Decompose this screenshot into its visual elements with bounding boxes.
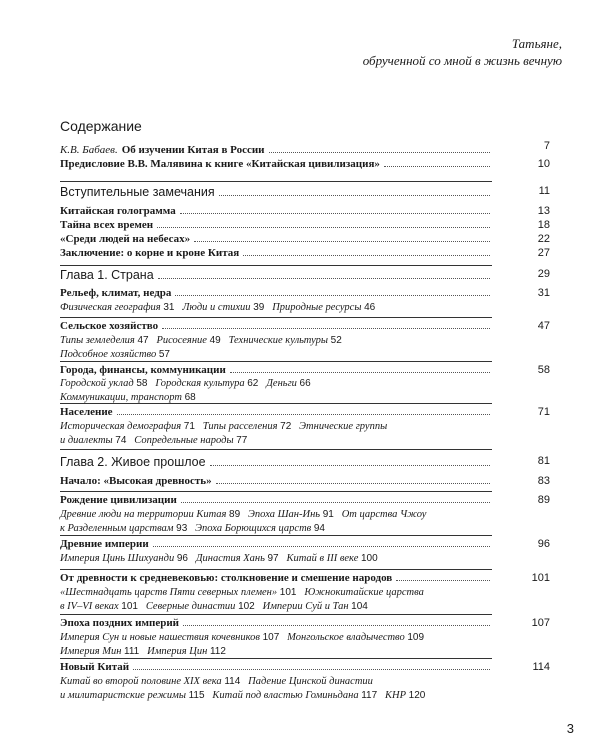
subsection-page: 94 bbox=[313, 523, 325, 534]
subsection-title: Люди и стихии bbox=[182, 302, 251, 313]
subsection-title: Монгольское владычество bbox=[287, 632, 405, 643]
toc-entry-ancient-empires[interactable] bbox=[60, 538, 550, 550]
page-number: 114 bbox=[532, 661, 550, 673]
subsection-page: 91 bbox=[322, 509, 334, 520]
section-rule bbox=[60, 658, 492, 659]
subsection-title: Городской уклад bbox=[60, 378, 134, 389]
subsection-page: 66 bbox=[299, 378, 311, 389]
toc-entry-mystery[interactable] bbox=[60, 219, 550, 231]
toc-entry-late-empires[interactable] bbox=[60, 617, 550, 629]
leader-dots bbox=[194, 241, 490, 242]
subsection-title: Типы земледелия bbox=[60, 335, 135, 346]
leader-dots bbox=[117, 414, 490, 415]
subsection-page: 68 bbox=[184, 392, 196, 403]
toc-entry-cities[interactable] bbox=[60, 364, 550, 376]
page-number: 101 bbox=[531, 572, 550, 584]
subsection-title: Физическая география bbox=[60, 302, 161, 313]
section-title: Начало: «Высокая древность» bbox=[60, 475, 212, 487]
subsection-title: Историческая демография bbox=[60, 421, 182, 432]
subsection-page: 117 bbox=[361, 690, 378, 701]
subsection-page: 101 bbox=[279, 587, 297, 598]
subsection-page: 49 bbox=[209, 335, 221, 346]
toc-entry-population[interactable] bbox=[60, 406, 550, 418]
subsection-list bbox=[60, 508, 465, 536]
leader-dots bbox=[269, 152, 490, 153]
leader-dots bbox=[219, 195, 490, 196]
toc-entry-new-china[interactable] bbox=[60, 661, 550, 673]
subsection-title: Китай под властью Гоминьдана bbox=[212, 690, 359, 701]
subsection-page: 52 bbox=[330, 335, 342, 346]
subsection-page: 39 bbox=[253, 302, 265, 313]
entry-title: Об изучении Китая в России bbox=[121, 144, 265, 156]
leader-dots bbox=[158, 278, 490, 279]
toc-entry-antiquity-to-middle-ages[interactable] bbox=[60, 572, 550, 584]
subsection-page: 74 bbox=[115, 435, 127, 446]
subsection-page: 89 bbox=[229, 509, 241, 520]
subsection-page: 47 bbox=[137, 335, 149, 346]
subsection-list bbox=[60, 420, 465, 448]
leader-dots bbox=[153, 546, 490, 547]
page-folio: 3 bbox=[566, 721, 574, 736]
toc-entry-civilization[interactable] bbox=[60, 494, 550, 506]
toc-entry-beginning[interactable] bbox=[60, 475, 550, 487]
subsection-list bbox=[60, 586, 465, 614]
page-number: 27 bbox=[537, 247, 550, 259]
section-title: Сельское хозяйство bbox=[60, 320, 159, 332]
leader-dots bbox=[243, 255, 490, 256]
subsection-title: Древние люди на территории Китая bbox=[60, 509, 227, 520]
toc-entry-chapter-1[interactable] bbox=[60, 268, 550, 282]
subsection-title: к Разделенным царствам bbox=[60, 523, 174, 534]
subsection-page: 62 bbox=[247, 378, 259, 389]
leader-dots bbox=[181, 502, 490, 503]
toc-entry-relief[interactable] bbox=[60, 287, 550, 299]
leader-dots bbox=[162, 328, 490, 329]
toc-entry-preface[interactable] bbox=[60, 158, 550, 170]
toc-entry-conclusion[interactable] bbox=[60, 247, 550, 259]
subsection-title: Этнические группы bbox=[299, 421, 388, 432]
subsection-title: Подсобное хозяйство bbox=[60, 349, 157, 360]
subsection-page: 115 bbox=[188, 690, 205, 701]
subsection-list bbox=[60, 301, 465, 315]
page-number: 83 bbox=[537, 475, 550, 487]
subsection-page: 100 bbox=[361, 553, 378, 564]
subsection-title: КНР bbox=[385, 690, 407, 701]
page-number: 47 bbox=[537, 320, 550, 332]
subsection-page: 120 bbox=[408, 690, 426, 701]
section-title: Население bbox=[60, 406, 113, 418]
subsection-list bbox=[60, 334, 465, 362]
entry-title: Вступительные замечания bbox=[60, 185, 215, 199]
subsection-title: «Шестнадцать царств Пяти северных племен» bbox=[60, 587, 278, 598]
section-rule bbox=[60, 317, 492, 318]
subsection-page: 101 bbox=[121, 601, 138, 612]
page-number: 89 bbox=[537, 494, 550, 506]
subsection-title: Типы расселения bbox=[202, 421, 278, 432]
subsection-page: 114 bbox=[224, 676, 241, 687]
entry-title: Предисловие В.В. Малявина к книге «Китайская цивилизация» bbox=[60, 158, 380, 170]
toc-entry-among-people[interactable] bbox=[60, 233, 550, 245]
section-rule bbox=[60, 614, 492, 615]
page-number: 58 bbox=[537, 364, 550, 376]
leader-dots bbox=[175, 295, 490, 296]
section-rule bbox=[60, 449, 492, 450]
page-number: 10 bbox=[537, 158, 550, 170]
subsection-page: 96 bbox=[176, 553, 188, 564]
section-title: Эпоха поздних империй bbox=[60, 617, 180, 629]
subsection-title: Империи Суй и Тан bbox=[262, 601, 349, 612]
subsection-page: 58 bbox=[136, 378, 148, 389]
subsection-title: Китай в III веке bbox=[286, 553, 359, 564]
subsection-title: Эпоха Борющихся царств bbox=[195, 523, 312, 534]
subsection-title: Империя Мин bbox=[60, 646, 122, 657]
page-number: 107 bbox=[531, 617, 550, 629]
subsection-list bbox=[60, 552, 465, 566]
subsection-title: Городская культура bbox=[155, 378, 245, 389]
leader-dots bbox=[157, 227, 490, 228]
subsection-title: Эпоха Шан-Инь bbox=[248, 509, 321, 520]
subsection-title: Природные ресурсы bbox=[272, 302, 362, 313]
page-number: 18 bbox=[537, 219, 550, 231]
section-title: Рельеф, климат, недра bbox=[60, 287, 172, 299]
subsection-title: Китай во второй половине XIX века bbox=[60, 676, 222, 687]
subsection-page: 102 bbox=[238, 601, 255, 612]
page-number: 7 bbox=[543, 140, 550, 152]
section-rule bbox=[60, 181, 492, 182]
subsection-title: Династия Хань bbox=[195, 553, 265, 564]
subsection-page: 77 bbox=[236, 435, 248, 446]
section-rule bbox=[60, 569, 492, 570]
leader-dots bbox=[396, 580, 490, 581]
page-number: 29 bbox=[537, 268, 550, 280]
subsection-title: Империя Сун и новые нашествия кочевников bbox=[60, 632, 260, 643]
subsection-page: 93 bbox=[176, 523, 188, 534]
subsection-title: Сопредельные народы bbox=[134, 435, 234, 446]
subsection-page: 97 bbox=[267, 553, 279, 564]
leader-dots bbox=[216, 483, 490, 484]
subsection-title: Технические культуры bbox=[228, 335, 329, 346]
subsection-title: Рисосеяние bbox=[156, 335, 207, 346]
subsection-page: 109 bbox=[407, 632, 425, 643]
subsection-title: От царства Чжоу bbox=[341, 509, 427, 520]
leader-dots bbox=[180, 213, 490, 214]
subsection-list bbox=[60, 631, 465, 659]
leader-dots bbox=[384, 166, 490, 167]
toc-entry-agriculture[interactable] bbox=[60, 320, 550, 332]
subsection-title: Коммуникации, транспорт bbox=[60, 392, 182, 403]
subsection-title: Империя Цинь Шихуанди bbox=[60, 553, 175, 564]
toc-entry-babaev[interactable] bbox=[60, 140, 550, 158]
subsection-page: 31 bbox=[163, 302, 175, 313]
subsection-page: 72 bbox=[280, 421, 292, 432]
page-number: 31 bbox=[537, 287, 550, 299]
subsection-title: Южнокитайские царства bbox=[304, 587, 424, 598]
subsection-page: 104 bbox=[351, 601, 368, 612]
page-number: 96 bbox=[537, 538, 550, 550]
leader-dots bbox=[183, 625, 490, 626]
section-rule bbox=[60, 265, 492, 266]
subsection-page: 112 bbox=[209, 646, 226, 657]
section-title: Новый Китай bbox=[60, 661, 130, 673]
dedication-line-2: обрученной со мной в жизнь вечную bbox=[362, 53, 562, 68]
subsection-title: Северные династии bbox=[145, 601, 236, 612]
subsection-title: Империя Цин bbox=[147, 646, 208, 657]
page-number: 11 bbox=[538, 185, 550, 197]
subsection-title: и милитаристские режимы bbox=[60, 690, 186, 701]
toc-entry-hologram[interactable] bbox=[60, 205, 550, 217]
page-number: 13 bbox=[537, 205, 550, 217]
leader-dots bbox=[230, 372, 490, 373]
dedication-line-1: Татьяне, bbox=[511, 36, 562, 51]
section-rule bbox=[60, 535, 492, 536]
subsection-list bbox=[60, 377, 465, 405]
subsection-page: 57 bbox=[158, 349, 170, 360]
section-title: Древние империи bbox=[60, 538, 149, 550]
subsection-title: в IV–VI веках bbox=[60, 601, 119, 612]
section-rule bbox=[60, 361, 492, 362]
subsection-title: Деньги bbox=[266, 378, 297, 389]
dedication bbox=[363, 35, 562, 69]
subsection-title: Падение Цинской династии bbox=[248, 676, 373, 687]
subsection-page: 71 bbox=[183, 421, 195, 432]
section-title: Города, финансы, коммуникации bbox=[60, 364, 226, 376]
entry-author: К.В. Бабаев. bbox=[60, 144, 118, 156]
page-number: 71 bbox=[537, 406, 550, 418]
leader-dots bbox=[210, 465, 490, 466]
chapter-title: Глава 2. Живое прошлое bbox=[60, 455, 206, 469]
subsection-title: и диалекты bbox=[60, 435, 113, 446]
section-rule bbox=[60, 403, 492, 404]
section-title: От древности к средневековью: столкновение и смешение народов bbox=[60, 572, 393, 584]
entry-title: Тайна всех времен bbox=[60, 219, 154, 231]
toc-title: Содержание bbox=[60, 118, 142, 134]
section-title: Рождение цивилизации bbox=[60, 494, 177, 506]
chapter-title: Глава 1. Страна bbox=[60, 268, 154, 282]
subsection-page: 46 bbox=[364, 302, 376, 313]
entry-title: Заключение: о корне и кроне Китая bbox=[60, 247, 240, 259]
section-rule bbox=[60, 491, 492, 492]
subsection-page: 107 bbox=[262, 632, 280, 643]
toc-entry-chapter-2[interactable] bbox=[60, 455, 550, 469]
page-number: 81 bbox=[537, 455, 550, 467]
entry-title: «Среди людей на небесах» bbox=[60, 233, 191, 245]
subsection-list bbox=[60, 675, 465, 703]
page-number: 22 bbox=[537, 233, 550, 245]
toc-entry-prelim[interactable] bbox=[60, 185, 550, 199]
entry-title: Китайская голограмма bbox=[60, 205, 176, 217]
subsection-page: 111 bbox=[124, 646, 140, 657]
leader-dots bbox=[133, 669, 490, 670]
